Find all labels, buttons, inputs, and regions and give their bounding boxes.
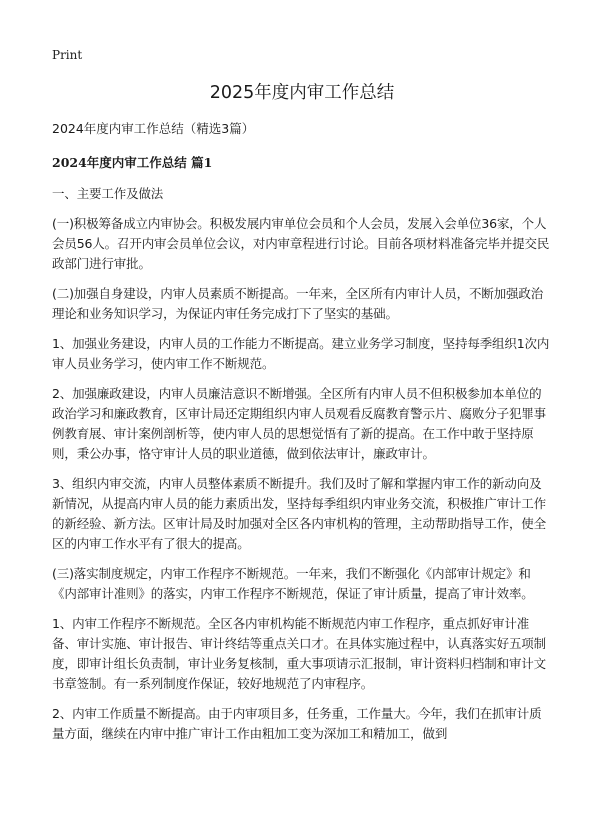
paragraph: 2、加强廉政建设，内审人员廉洁意识不断增强。全区所有内审人员不但积极参加本单位的政治学习和廉政教育，区审计局还定期组织内审人员观看反腐教育警示片、腐败分子犯罪事例教育展、审计案例剖析等，使内审人员的思想觉悟有了新的提高。在工作中敢于坚持原则，秉公办事，恪守审计人员的职业道德，做到依法审计，廉政审计。 <box>52 386 547 461</box>
document-body <box>52 80 552 744</box>
paragraph: 3、组织内审交流，内审人员整体素质不断提升。我们及时了解和掌握内审工作的新动向及新情况，从提高内审人员的能力素质出发，坚持每季组织内审业务交流，积极推广审计工作的新经验、新方法。区审计局及时加强对全区各内审机构的管理，主动帮助指导工作，使全区的内审工作水平有了很大的提高。 <box>52 476 547 551</box>
paragraph: 一、主要工作及做法 <box>52 186 164 201</box>
section-heading: 2024年度内审工作总结 篇1 <box>52 155 213 170</box>
document-title: 2025年度内审工作总结 <box>209 83 395 103</box>
document-subtitle: 2024年度内审工作总结（精选3篇） <box>52 121 255 136</box>
paragraph: 2、内审工作质量不断提高。由于内审项目多，任务重，工作量大。今年，我们在抓审计质量方面，继续在内审中推广审计工作由粗加工变为深加工和精加工，做到 <box>52 706 542 741</box>
paragraph: 1、内审工作程序不断规范。全区各内审机构能不断规范内审工作程序，重点抓好审计准备、审计实施、审计报告、审计终结等重点关口才。在具体实施过程中，认真落实好五项制度，即审计组长负责制，审计业务复核制，重大事项请示汇报制，审计资料归档制和审计文书章签制。有一系列制度作保证，较好地规范了内审程序。 <box>52 616 547 691</box>
paragraph: (三)落实制度规定，内审工作程序不断规范。一年来，我们不断强化《内部审计规定》和《内部审计准则》的落实，内审工作程序不断规范，保证了审计质量，提高了审计效率。 <box>52 566 534 601</box>
paragraph: (二)加强自身建设，内审人员素质不断提高。一年来，全区所有内审计人员，不断加强政治理论和业务知识学习，为保证内审任务完成打下了坚实的基础。 <box>52 286 544 321</box>
paragraph: (一)积极筹备成立内审协会。积极发展内审单位会员和个人会员，发展入会单位36家，个人会员56人。召开内审会员单位会议，对内审章程进行讨论。目前各项材料准备完毕并提交民政部门进行审批。 <box>52 216 550 271</box>
paragraph: 1、加强业务建设，内审人员的工作能力不断提高。建立业务学习制度，坚持每季组织1次内审人员业务学习，使内审工作不断规范。 <box>52 336 550 371</box>
print-label[interactable]: Print <box>52 48 83 62</box>
